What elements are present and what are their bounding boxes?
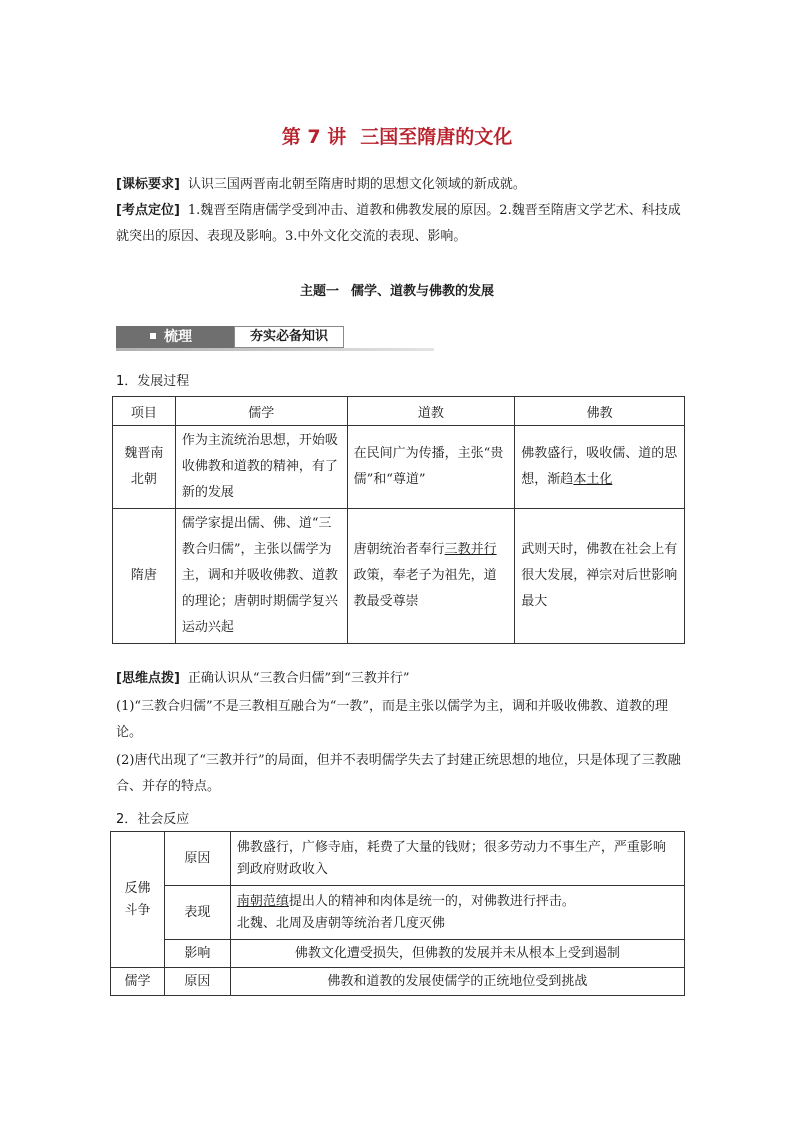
cell-text: 提出人的精神和肉体是统一的，对佛教进行抨击。 <box>288 893 575 909</box>
group-label-line: 反佛 <box>124 880 151 896</box>
table-cell <box>347 509 515 644</box>
table-header-row <box>113 397 685 426</box>
theme-part: 主题一 <box>299 284 339 299</box>
table-cell: 佛教盛行，广修寺庙，耗费了大量的钱财；很多劳动力不事生产，严重影响到政府财政收入 <box>230 832 684 886</box>
thinking-heading <box>116 666 686 692</box>
table-row <box>111 886 685 940</box>
thinking-point-1: (1)“三教合归儒”不是三教相互融合为“一教”，而是主张以儒学为主，调和并吸收佛教、道教的理论。 <box>116 699 668 740</box>
thinking-point-2: (2)唐代出现了“三教并行”的局面，但并不表明儒学失去了封建正统思想的地位，只是体现了三教融合、并存的特点。 <box>116 753 681 794</box>
table-row <box>113 426 685 509</box>
lecture-topic: 三国至隋唐的文化 <box>360 126 513 148</box>
table-row <box>111 832 685 886</box>
standards-text: 认识三国两晋南北朝至隋唐时期的思想文化领域的新成就。 <box>187 177 526 192</box>
row-label-impact: 影响 <box>164 940 230 968</box>
banner-dark-text: 梳理 <box>164 329 192 345</box>
theme-text: 儒学、道教与佛教的发展 <box>351 284 495 299</box>
thinking-heading-text: 正确认识从“三教合归儒”到“三教并行” <box>187 671 410 686</box>
banner-light-label: 夯实必备知识 <box>234 326 344 348</box>
underlined-term: 三教并行 <box>444 542 497 557</box>
group-anti-buddhism <box>111 832 165 968</box>
header-taoism: 道教 <box>347 397 515 426</box>
cell-text: 政策，奉老子为祖先，道教最受尊崇 <box>353 568 497 609</box>
header-item: 项目 <box>113 397 176 426</box>
table-cell <box>515 426 685 509</box>
banner-shadow <box>116 348 434 351</box>
page-title <box>0 122 794 149</box>
table-cell: 在民间广为传播，主张“贵儒”和“尊道” <box>347 426 515 509</box>
table-cell: 佛教文化遭受损失，但佛教的发展并未从根本上受到遏制 <box>230 940 684 968</box>
cell-text: 北魏、北周及唐朝等统治者几度灭佛 <box>236 915 445 931</box>
theme-subtitle <box>0 280 794 299</box>
table-cell: 武则天时，佛教在社会上有很大发展，禅宗对后世影响最大 <box>515 509 685 644</box>
row-label-cause: 原因 <box>164 832 230 886</box>
development-table <box>112 396 685 644</box>
table-cell: 佛教和道教的发展使儒学的正统地位受到挑战 <box>230 968 684 996</box>
row-head-weijin <box>113 426 176 509</box>
section-heading-1: 1．发展过程 <box>116 374 190 389</box>
table-row <box>111 940 685 968</box>
table-cell <box>230 886 684 940</box>
square-bullet-icon <box>150 333 156 339</box>
table-row <box>111 968 685 996</box>
group-confucianism: 儒学 <box>111 968 165 996</box>
row-head-line: 魏晋南 <box>124 446 164 461</box>
row-head-suitang: 隋唐 <box>113 509 176 644</box>
cell-text: 佛教盛行，吸收儒、道的思想，渐趋 <box>521 446 678 487</box>
standards-tag: [课标要求] <box>116 177 180 192</box>
banner-dark-label <box>116 326 234 348</box>
lecture-number: 第 7 讲 <box>281 126 347 148</box>
row-label-cause: 原因 <box>164 968 230 996</box>
table-row <box>113 509 685 644</box>
row-head-line: 北朝 <box>130 472 157 487</box>
group-label-line: 斗争 <box>124 902 151 918</box>
underlined-term: 本土化 <box>573 472 613 487</box>
table-cell: 作为主流统治思想，开始吸收佛教和道教的精神，有了新的发展 <box>175 426 347 509</box>
exam-points-text: 1.魏晋至隋唐儒学受到冲击、道教和佛教发展的原因。2.魏晋至隋唐文学艺术、科技成就突出的原因、表现及影响。3.中外文化交流的表现、影响。 <box>116 203 681 244</box>
header-buddhism: 佛教 <box>515 397 685 426</box>
underlined-term: 南朝范缜 <box>236 893 289 909</box>
exam-points-tag: [考点定位] <box>116 203 180 218</box>
social-reaction-table <box>110 831 685 996</box>
exam-points-paragraph <box>116 198 686 250</box>
section-banner <box>116 326 434 350</box>
table-cell: 儒学家提出儒、佛、道“三教合归儒”，主张以儒学为主，调和并吸收佛教、道教的理论；唐朝时期儒学复兴运动兴起 <box>175 509 347 644</box>
standards-paragraph <box>116 172 686 198</box>
row-label-manifestation: 表现 <box>164 886 230 940</box>
thinking-tag: [思维点拨] <box>116 671 180 686</box>
section-heading-2: 2．社会反应 <box>116 812 190 827</box>
cell-text: 唐朝统治者奉行 <box>353 542 445 557</box>
header-confucianism: 儒学 <box>175 397 347 426</box>
